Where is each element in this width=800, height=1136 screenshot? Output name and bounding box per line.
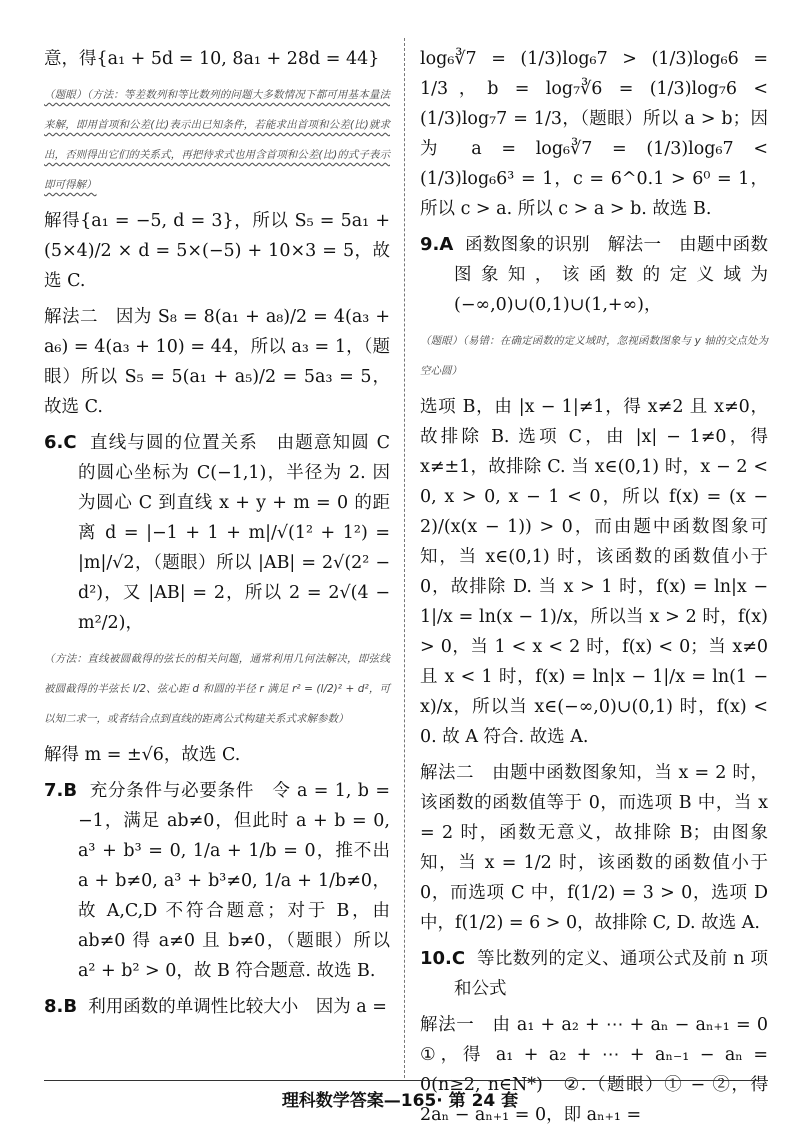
answer-9-note: （题眼）（易错：在确定函数的定义域时，忽视函数图象与 y 轴的交点处为空心圆） xyxy=(420,335,768,377)
answer-6-note: （方法：直线被圆截得的弦长的相关问题，通常利用几何法解决，即弦线被圆截得的半弦长 l/2、弦心距 d 和圆的半径 r 满足 r² = (l/2)² + d²，可以知二求一，或者结合点到直线的距离公式构建关系式求解参数） xyxy=(44,653,390,725)
answer-10: 10.C 等比数列的定义、通项公式及前 n 项和公式 xyxy=(420,948,768,999)
question-number: 6.C xyxy=(44,432,77,453)
right-column xyxy=(420,44,786,1136)
answer-5-part-a: 意，得{a₁ + 5d = 10, 8a₁ + 28d = 44} xyxy=(44,49,380,69)
answer-5-note: （题眼）（方法：等差数列和等比数列的问题大多数情况下都可用基本量法来解，即用首项和公差(比)表示出已知条件，若能求出首项和公差(比)就求出，否则得出它们的关系式，再把待求式也用含首项和公差(比)的式子表示即可得解） xyxy=(44,89,390,191)
answer-9-body: 选项 B，由 |x − 1|≠1，得 x≠2 且 x≠0，故排除 B. 选项 C，由 |x| − 1≠0，得 x≠±1，故排除 C. 当 x∈(0,1) 时，x − 2 < 0, x > 0, x − 1 < 0，所以 f(x) = (x − 2)/(x(x − 1)) > 0，而由题中函数图象可知，当 x∈(0,1) 时，该函数的函数值小于 0，故排除 D. 当 x > 1 时，f(x) = ln|x − 1|/x = ln(x − 1)/x，所以当 x > 2 时，f(x) > 0，当 1 < x < 2 时，f(x) < 0；当 x≠0 且 x < 1 时，f(x) = ln|x − 1|/x = ln(1 − x)/x，所以当 x∈(−∞,0)∪(0,1) 时，f(x) < 0. 故 A 符合. 故选 A. xyxy=(420,397,768,747)
answer-5-part-b: 解得{a₁ = −5, d = 3}，所以 S₅ = 5a₁ + (5×4)/2 × d = 5×(−5) + 10×3 = 5，故选 C. xyxy=(44,211,390,291)
answer-9-method-two: 解法二 由题中函数图象知，当 x = 2 时，该函数的函数值等于 0，而选项 B 中，当 x = 2 时，函数无意义，故排除 B；由图象知，当 x = 1/2 时，该函数的函数值小于 0，而选项 C 中，f(1/2) = 3 > 0，选项 D 中，f(1/2) = 6 > 0，故排除 C, D. 故选 A. xyxy=(420,763,768,933)
answer-5-method-two: 解法二 因为 S₈ = 8(a₁ + a₈)/2 = 4(a₃ + a₆) = 4(a₃ + 10) = 44，所以 a₃ = 1，（题眼）所以 S₅ = 5(a₁ + a₅)/2 = 5a₃ = 5，故选 C. xyxy=(44,307,390,417)
answer-8-start: 8.B 利用函数的单调性比较大小 因为 a = xyxy=(44,996,387,1017)
answer-9: 9.A 函数图象的识别 解法一 由题中函数图象知，该函数的定义域为(−∞,0)∪(0,1)∪(1,+∞)， xyxy=(420,234,768,315)
question-number: 9.A xyxy=(420,234,454,255)
footer-rule xyxy=(44,1080,768,1081)
question-number: 7.B xyxy=(44,780,78,801)
answer-7: 7.B 充分条件与必要条件 令 a = 1, b = −1，满足 ab≠0，但此时 a + b = 0, a³ + b³ = 0, 1/a + 1/b = 0，推不出 a + b≠0, a³ + b³≠0, 1/a + 1/b≠0，故 A,C,D 不符合题意；对于 B，由 ab≠0 得 a≠0 且 b≠0，（题眼）所以 a² + b² > 0，故 B 符合题意. 故选 B. xyxy=(44,780,390,981)
answer-6-conclusion: 解得 m = ±√6，故选 C. xyxy=(44,745,241,765)
left-column xyxy=(44,44,390,1028)
answer-8-continued: log₆∛7 = (1/3)log₆7 > (1/3)log₆6 = 1/3，b = log₇∛6 = (1/3)log₇6 < (1/3)log₇7 = 1/3，（题眼）所以 a > b；因为 a = log₆∛7 = (1/3)log₆7 < (1/3)log₆6³ = 1，c = 6^0.1 > 6⁰ = 1，所以 c > a. 所以 c > a > b. 故选 B. xyxy=(420,49,768,219)
question-number: 8.B xyxy=(44,996,78,1017)
column-divider xyxy=(404,38,405,1078)
page-footer: 理科数学答案—165· 第 24 套 xyxy=(281,1091,519,1111)
answer-10-method-one: 解法一 由 a₁ + a₂ + ⋯ + aₙ − aₙ₊₁ = 0 ①，得 a₁ + a₂ + ⋯ + aₙ₋₁ − aₙ = 0(n≥2, n∈N*) ②.（题眼）① − ②，得 2aₙ − aₙ₊₁ = 0，即 aₙ₊₁ = xyxy=(420,1015,786,1125)
question-number: 10.C xyxy=(420,948,466,969)
answer-6: 6.C 直线与圆的位置关系 由题意知圆 C 的圆心坐标为 C(−1,1)，半径为 2. 因为圆心 C 到直线 x + y + m = 0 的距离 d = |−1 + 1 + m|/√(1² + 1²) = |m|/√2，（题眼）所以 |AB| = 2√(2² − d²)，又 |AB| = 2，所以 2 = 2√(4 − m²/2)， xyxy=(44,432,390,633)
